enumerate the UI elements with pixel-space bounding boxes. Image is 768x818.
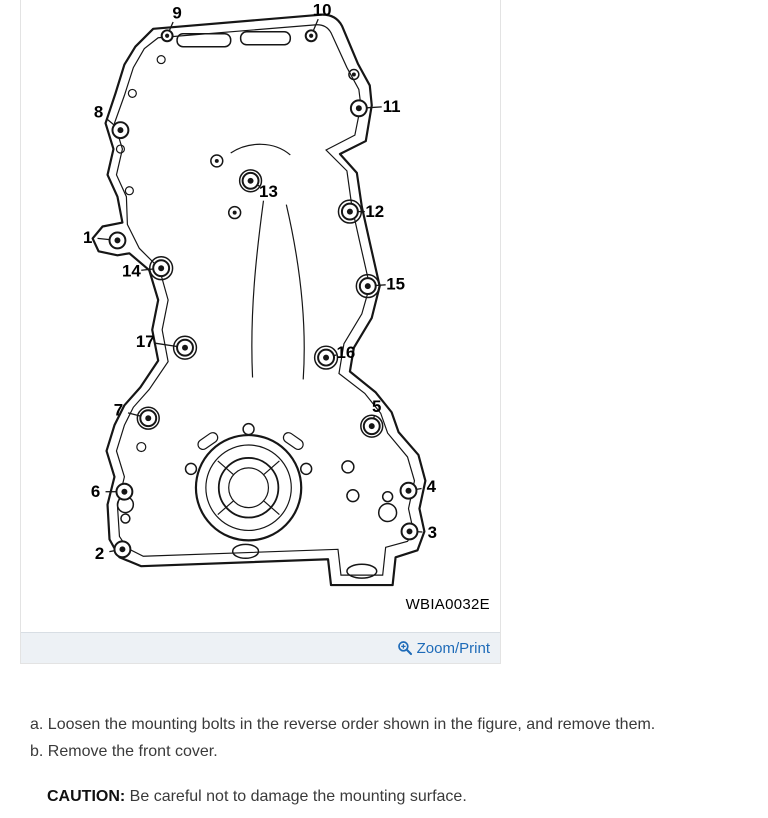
callout-number: 13 [259, 182, 278, 202]
callout-leader [141, 269, 153, 270]
callout-number: 7 [113, 400, 124, 420]
diagram-area [21, 2, 500, 598]
magnifier-zoom-icon [397, 640, 413, 656]
callout-leader [106, 119, 114, 126]
bolt-center [369, 423, 375, 429]
bolt-center [121, 489, 127, 495]
caution-label: CAUTION: [47, 788, 126, 805]
callout-number: 16 [336, 343, 356, 363]
bolt-center [309, 34, 313, 38]
instruction-step-b: b. Remove the front cover. [30, 743, 218, 760]
cover-outline [90, 15, 426, 585]
bolt-center [117, 127, 123, 133]
caution-text: Be careful not to damage the mounting surface. [129, 788, 467, 805]
bolt-center [158, 265, 164, 271]
zoom-print-link[interactable] [397, 640, 490, 657]
instruction-step-a: a. Loosen the mounting bolts in the reverse order shown in the figure, and remove them. [30, 716, 656, 733]
zoom-print-label: Zoom/Print [416, 639, 490, 657]
callout-number: 5 [372, 396, 382, 416]
bolt-center [365, 283, 371, 289]
figure-code: WBIA0032E [405, 596, 490, 613]
bolt-center [406, 488, 412, 494]
callout-number: 3 [427, 522, 438, 542]
bolt-center [182, 345, 188, 351]
callout-number: 15 [386, 274, 405, 294]
callout-number: 14 [121, 261, 141, 281]
callout-leader [376, 285, 386, 286]
caution-note [47, 788, 467, 806]
bolt-center [145, 415, 151, 421]
callout-number: 17 [135, 332, 155, 352]
callout-number: 4 [426, 477, 437, 497]
engine-front-cover-diagram [21, 2, 500, 598]
callout-number: 10 [312, 2, 332, 20]
bolt-center [347, 209, 353, 215]
figure-panel [20, 0, 501, 664]
callout-number: 1 [82, 227, 93, 247]
callout-number: 11 [382, 96, 401, 116]
callout-number: 6 [90, 482, 101, 502]
bolt-center [356, 105, 362, 111]
callout-number: 12 [365, 202, 385, 222]
instruction-steps [30, 711, 655, 765]
zoom-print-bar [21, 632, 500, 663]
bolt-center [407, 528, 413, 534]
bolt-center [165, 34, 169, 38]
callout-leader [98, 238, 110, 239]
bolt-center [323, 355, 329, 361]
bolt-callouts [83, 2, 437, 563]
bolt-center [119, 546, 125, 552]
callout-number: 8 [93, 102, 104, 122]
callout-number: 9 [172, 3, 182, 23]
bolt-center [114, 237, 120, 243]
callout-number: 2 [94, 543, 105, 563]
bolt-center [248, 178, 254, 184]
callout-leader [367, 107, 382, 108]
